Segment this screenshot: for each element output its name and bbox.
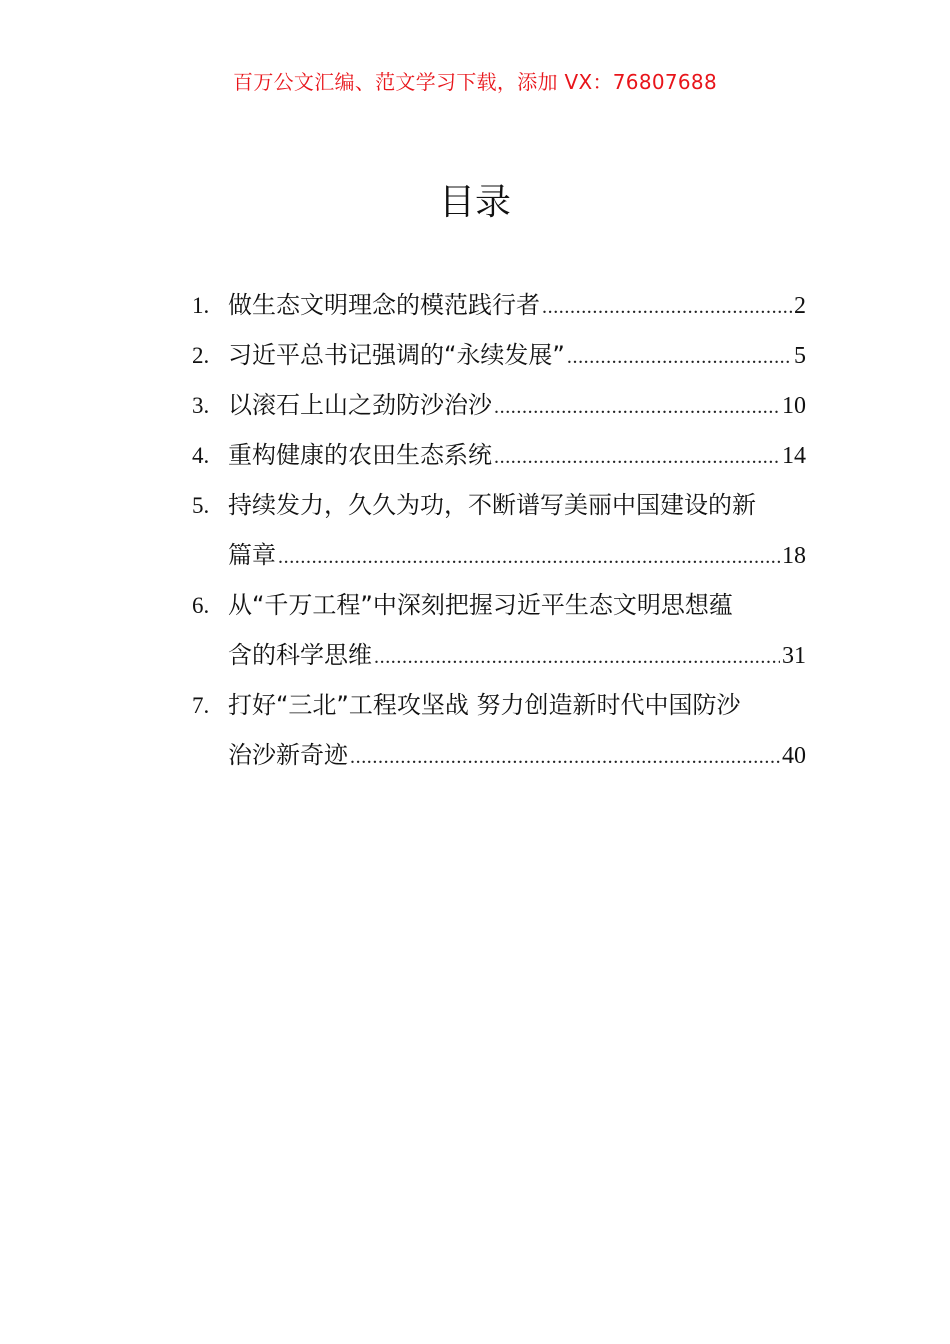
- toc-entry-title: 打好“三北”工程攻坚战 努力创造新时代中国防沙: [228, 691, 741, 719]
- toc-entry-6[interactable]: [192, 580, 806, 680]
- header-watermark: 百万公文汇编、范文学习下载，添加 VX：76807688: [233, 70, 717, 94]
- toc-entry-7[interactable]: [192, 680, 806, 780]
- toc-entry-title: 从“千万工程”中深刻把握习近平生态文明思想蕴: [228, 591, 733, 619]
- toc-entry-title: 做生态文明理念的模范践行者: [228, 291, 540, 319]
- dot-leader: [374, 632, 780, 682]
- dot-leader: [542, 282, 792, 332]
- toc-entry-title: 以滚石上山之劲防沙治沙: [228, 391, 492, 419]
- toc-page-number: 2: [794, 293, 806, 319]
- toc-entry-4[interactable]: [192, 430, 806, 480]
- toc-entry-title-continued: 篇章: [228, 541, 276, 569]
- toc-entry-number: 4.: [192, 443, 210, 468]
- table-of-contents: [192, 280, 806, 780]
- dot-leader: [494, 432, 780, 482]
- toc-entry-title-continued: 治沙新奇迹: [228, 741, 348, 769]
- dot-leader: [278, 532, 780, 582]
- dot-leader: [494, 382, 780, 432]
- toc-entry-title: 重构健康的农田生态系统: [228, 441, 492, 469]
- toc-page-number: 31: [782, 643, 806, 669]
- toc-entry-number: 7.: [192, 693, 210, 718]
- toc-page-number: 40: [782, 743, 806, 769]
- toc-page-number: 18: [782, 543, 806, 569]
- toc-page-number: 5: [794, 343, 806, 369]
- toc-entry-number: 5.: [192, 493, 210, 518]
- toc-entry-5[interactable]: [192, 480, 806, 580]
- toc-entry-number: 1.: [192, 293, 210, 318]
- dot-leader: [567, 332, 792, 382]
- toc-entry-number: 2.: [192, 343, 210, 368]
- toc-entry-number: 6.: [192, 593, 210, 618]
- page-title: 目录: [438, 182, 511, 223]
- toc-page-number: 14: [782, 443, 806, 469]
- toc-entry-3[interactable]: [192, 380, 806, 430]
- toc-entry-title-continued: 含的科学思维: [228, 641, 372, 669]
- toc-entry-title: 习近平总书记强调的“永续发展”: [228, 341, 565, 369]
- dot-leader: [350, 732, 780, 782]
- toc-page-number: 10: [782, 393, 806, 419]
- toc-entry-1[interactable]: [192, 280, 806, 330]
- toc-entry-title: 持续发力，久久为功，不断谱写美丽中国建设的新: [228, 491, 756, 519]
- toc-entry-2[interactable]: [192, 330, 806, 380]
- toc-entry-number: 3.: [192, 393, 210, 418]
